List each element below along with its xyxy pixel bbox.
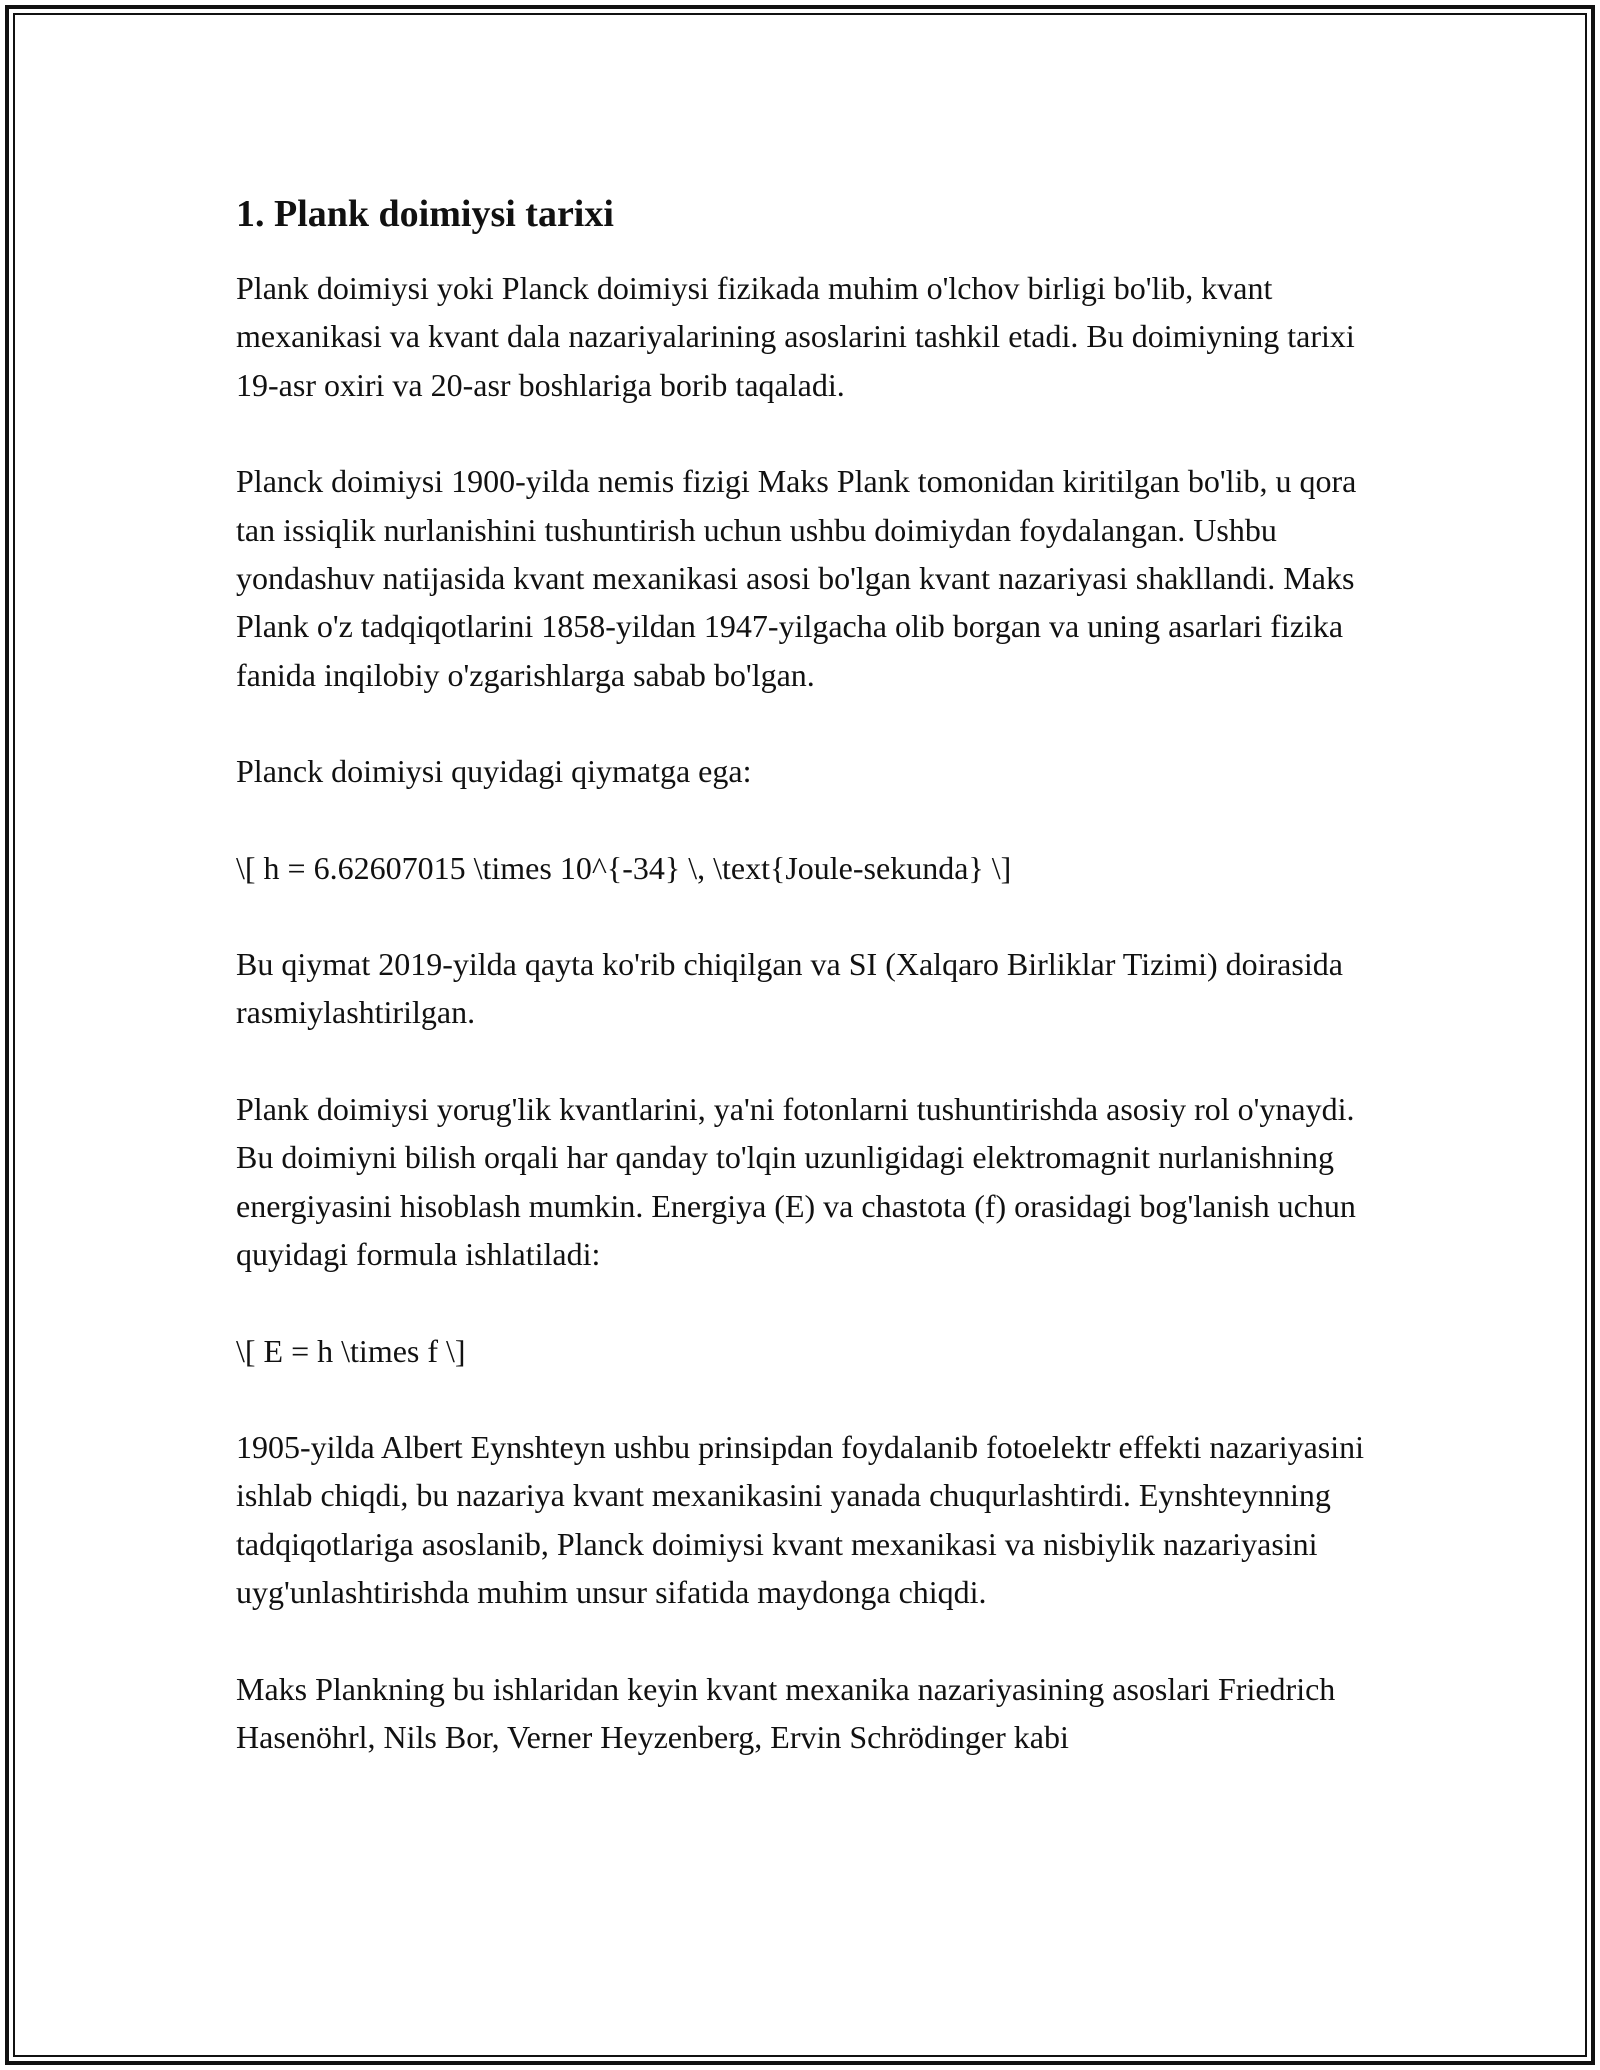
paragraph-history: Planck doimiysi 1900-yilda nemis fizigi Maks Plank tomonidan kiritilgan bo'lib, u qora tan issiqlik nurlanishini tushuntirish uchun ushbu doimiydan foydalangan. Ushbu yondashuv natijasida kvant mexanikasi asosi bo'lgan kvant nazariyasi shakllandi. Maks Plank o'z tadqiqotlarini 1858-yildan 1947-yilgacha olib borgan va uning asarlari fizika fanida inqilobiy o'zgarishlarga sabab bo'lgan. <box>236 463 1357 693</box>
paragraph-value-intro: Planck doimiysi quyidagi qiymatga ega: <box>236 753 752 790</box>
paragraph-einstein: 1905-yilda Albert Eynshteyn ushbu prinsipdan foydalanib fotoelektr effekti nazariyasini ishlab chiqdi, bu nazariya kvant mexanikasini yanada chuqurlashtirdi. Eynshteynning tadqiqotlariga asoslanib, Planck doimiysi kvant mexanikasi va nisbiylik nazariyasini uyg'unlashtirishda muhim unsur sifatida maydonga chiqdi. <box>236 1428 1365 1611</box>
document-body <box>236 186 1376 1761</box>
formula-planck-constant: \[ h = 6.62607015 \times 10^{-34} \, \text{Joule-sekunda} \] <box>236 849 1012 886</box>
paragraph-photons: Plank doimiysi yorug'lik kvantlarini, ya'ni fotonlarni tushuntirishda asosiy rol o'ynaydi. Bu doimiyni bilish orqali har qanday to'lqin uzunligidagi elektromagnit nurlanishning energiyasini hisoblash mumkin. Energiya (E) va chastota (f) orasidagi bog'lanish uchun quyidagi formula ishlatiladi: <box>236 1090 1356 1273</box>
paragraph-successors: Maks Plankning bu ishlaridan keyin kvant mexanika nazariyasining asoslari Friedrich Hasenöhrl, Nils Bor, Verner Heyzenberg, Ervin Schrödinger kabi <box>236 1670 1336 1755</box>
paragraph-intro: Plank doimiysi yoki Planck doimiysi fizikada muhim o'lchov birligi bo'lib, kvant mexanikasi va kvant dala nazariyalarining asoslarini tashkil etadi. Bu doimiyning tarixi 19-asr oxiri va 20-asr boshlariga borib taqaladi. <box>236 270 1355 403</box>
paragraph-si: Bu qiymat 2019-yilda qayta ko'rib chiqilgan va SI (Xalqaro Birliklar Tizimi) doirasida rasmiylashtirilgan. <box>236 946 1343 1031</box>
formula-energy: \[ E = h \times f \] <box>236 1332 466 1369</box>
section-heading: 1. Plank doimiysi tarixi <box>236 193 614 235</box>
